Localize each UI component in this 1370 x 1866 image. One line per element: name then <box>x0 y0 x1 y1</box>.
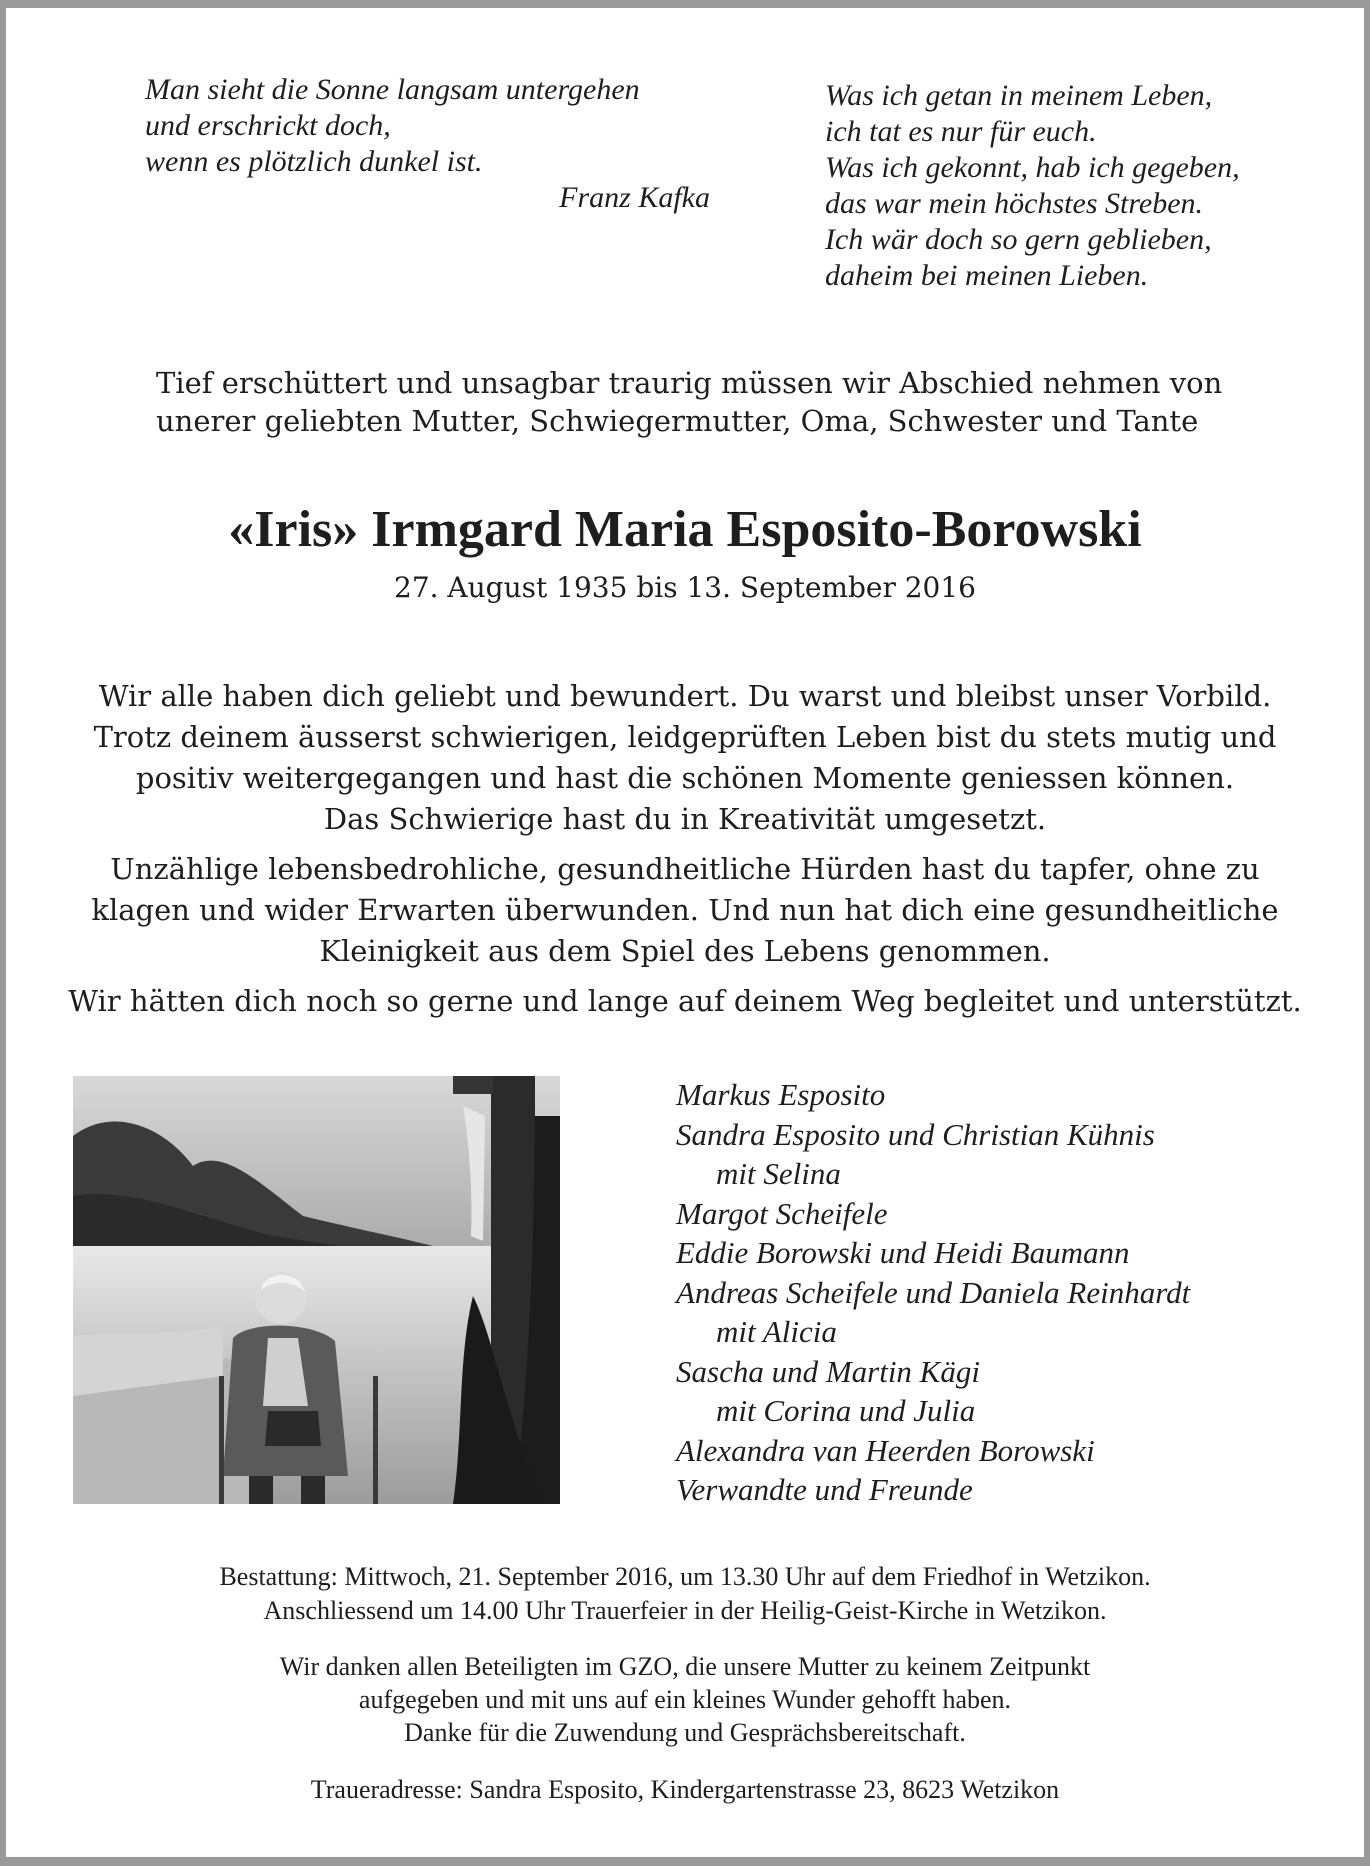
deceased-name: «Iris» Irmgard Maria Esposito-Borowski <box>228 501 1142 558</box>
funeral-line: Bestattung: Mittwoch, 21. September 2016, um 13.30 Uhr auf dem Friedhof in Wetzikon. <box>219 1562 1151 1591</box>
mourner-line: mit Corina und Julia <box>716 1393 976 1428</box>
life-dates: 27. August 1935 bis 13. September 2016 <box>394 571 976 604</box>
thanks-line: Wir danken allen Beteiligten im GZO, die unsere Mutter zu keinem Zeitpunkt <box>279 1652 1091 1681</box>
poem-line: Was ich gekonnt, hab ich gegeben, <box>825 151 1240 184</box>
quote-line: wenn es plötzlich dunkel ist. <box>145 145 483 178</box>
poem-line: das war mein höchstes Streben. <box>825 187 1204 220</box>
mourners-list <box>676 1075 1346 1510</box>
obituary-page <box>6 8 1364 1857</box>
intro-line: Tief erschüttert und unsagbar traurig müssen wir Abschied nehmen von <box>156 366 1223 400</box>
mourner-line: mit Alicia <box>716 1314 837 1349</box>
tribute-line: Wir alle haben dich geliebt und bewundert. Du warst und bleibst unser Vorbild. <box>98 679 1272 713</box>
mourning-address: Traueradresse: Sandra Esposito, Kindergartenstrasse 23, 8623 Wetzikon <box>310 1775 1060 1804</box>
poem <box>825 78 1345 294</box>
poem-line: daheim bei meinen Lieben. <box>825 259 1149 292</box>
mourner-line: Alexandra van Heerden Borowski <box>676 1432 1095 1468</box>
thanks-text <box>6 1650 1364 1749</box>
tribute-line: Kleinigkeit aus dem Spiel des Lebens genommen. <box>319 934 1051 968</box>
mourner-line: Eddie Borowski und Heidi Baumann <box>676 1235 1130 1270</box>
tribute-line: positiv weitergegangen und hast die schönen Momente geniessen können. <box>135 761 1235 795</box>
kafka-quote <box>145 72 765 216</box>
tribute-text <box>36 676 1334 1031</box>
poem-line: Was ich getan in meinem Leben, <box>825 79 1213 112</box>
mourner-line: Sandra Esposito und Christian Kühnis <box>676 1116 1155 1152</box>
funeral-line: Anschliessend um 14.00 Uhr Trauerfeier in der Heilig-Geist-Kirche in Wetzikon. <box>263 1596 1107 1625</box>
mourner-line: Sascha und Martin Kägi <box>676 1353 980 1389</box>
funeral-info <box>6 1560 1364 1628</box>
poem-line: Ich wär doch so gern geblieben, <box>825 223 1212 256</box>
tribute-line: klagen und wider Erwarten überwunden. Und nun hat dich eine gesundheitliche <box>91 893 1279 927</box>
portrait-photo-illustration <box>73 1076 560 1504</box>
tribute-paragraph <box>36 676 1334 840</box>
mourner-line: mit Selina <box>716 1156 841 1191</box>
tribute-paragraph <box>36 981 1334 1022</box>
thanks-line: aufgegeben und mit uns auf ein kleines Wunder gehofft haben. <box>358 1685 1012 1714</box>
thanks-line: Danke für die Zuwendung und Gesprächsbereitschaft. <box>404 1718 966 1747</box>
quote-line: und erschrickt doch, <box>145 109 391 142</box>
portrait-photo <box>73 1076 560 1504</box>
quote-author: Franz Kafka <box>559 181 710 214</box>
mourner-line: Andreas Scheifele und Daniela Reinhardt <box>676 1274 1191 1310</box>
intro-text <box>156 364 1276 440</box>
poem-line: ich tat es nur für euch. <box>825 115 1097 148</box>
tribute-line: Wir hätten dich noch so gerne und lange auf deinem Weg begleitet und unterstützt. <box>68 984 1302 1018</box>
tribute-paragraph <box>36 849 1334 972</box>
tribute-line: Das Schwierige hast du in Kreativität umgesetzt. <box>323 802 1047 836</box>
intro-line: unerer geliebten Mutter, Schwiegermutter, Oma, Schwester und Tante <box>156 404 1199 438</box>
mourner-line: Verwandte und Freunde <box>676 1472 973 1507</box>
tribute-line: Unzählige lebensbedrohliche, gesundheitliche Hürden hast du tapfer, ohne zu <box>110 852 1260 886</box>
mourner-line: Markus Esposito <box>676 1077 886 1112</box>
quote-line: Man sieht die Sonne langsam untergehen <box>145 73 640 106</box>
mourner-line: Margot Scheifele <box>676 1195 888 1231</box>
tribute-line: Trotz deinem äusserst schwierigen, leidgeprüften Leben bist du stets mutig und <box>93 720 1277 754</box>
